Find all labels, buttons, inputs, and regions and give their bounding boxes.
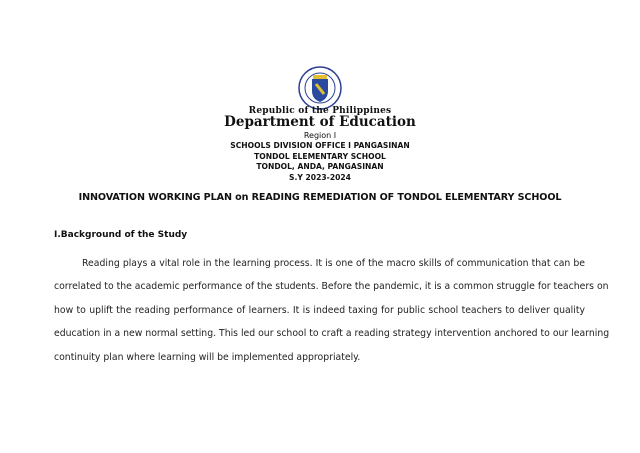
school-year-label: S.Y 2023-2024 bbox=[289, 173, 351, 182]
division-label: SCHOOLS DIVISION OFFICE I PANGASINAN bbox=[230, 141, 410, 150]
paragraph-line: education in a new normal setting. This led our school to craft a reading strategy intervention anchored to our learning bbox=[54, 328, 610, 339]
paragraph-line: how to uplift the reading performance of learners. It is indeed taxing for public school teachers to deliver quality bbox=[54, 305, 585, 316]
paragraph-line: correlated to the academic performance of the students. Before the pandemic, it is a common struggle for teachers on bbox=[54, 281, 609, 292]
address-label: TONDOL, ANDA, PANGASINAN bbox=[256, 162, 384, 171]
department-label: Department of Education bbox=[224, 114, 416, 130]
republic-label: Republic of the Philippines bbox=[248, 106, 392, 116]
region-label: Region I bbox=[303, 131, 337, 140]
paragraph-line: Reading plays a vital role in the learning process. It is one of the macro skills of communication that can be bbox=[82, 258, 585, 269]
paragraph-line: continuity plan where learning will be implemented appropriately. bbox=[54, 352, 361, 363]
school-label: TONDOL ELEMENTARY SCHOOL bbox=[254, 152, 386, 161]
section-heading: I.Background of the Study bbox=[54, 230, 188, 240]
deped-seal-logo bbox=[298, 66, 342, 110]
document-title: INNOVATION WORKING PLAN on READING REMEDIATION OF TONDOL ELEMENTARY SCHOOL bbox=[78, 192, 562, 203]
